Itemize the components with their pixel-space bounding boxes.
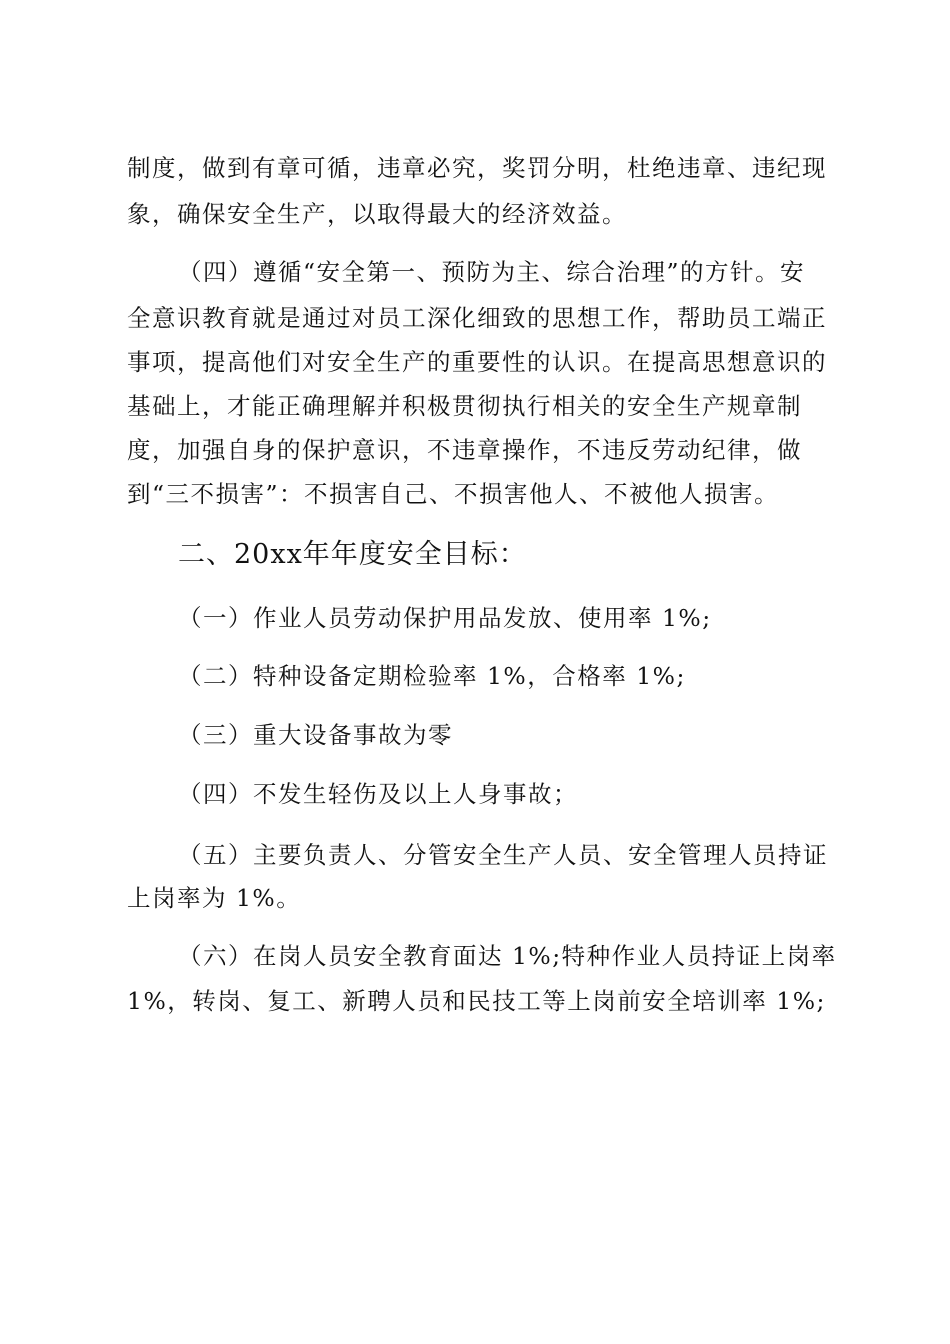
goal-3: （三）重大设备事故为零 [178, 721, 453, 749]
goal-5-line-2: 上岗率为 1%。 [127, 884, 302, 912]
paragraph-1-line-1: 制度，做到有章可循，违章必究，奖罚分明，杜绝违章、违纪现 [127, 154, 827, 182]
paragraph-1-line-2: 象，确保安全生产，以取得最大的经济效益。 [127, 200, 627, 228]
paragraph-2-line-1: （四）遵循“安全第一、预防为主、综合治理”的方针。安 [178, 258, 806, 286]
paragraph-2-line-4: 基础上，才能正确理解并积极贯彻执行相关的安全生产规章制 [127, 392, 802, 420]
paragraph-2-line-5: 度，加强自身的保护意识，不违章操作，不违反劳动纪律，做 [127, 436, 802, 464]
goal-2: （二）特种设备定期检验率 1%，合格率 1%; [178, 662, 686, 690]
paragraph-2-line-6: 到“三不损害”：不损害自己、不损害他人、不被他人损害。 [127, 480, 780, 508]
goal-6-line-1: （六）在岗人员安全教育面达 1%;特种作业人员持证上岗率 [178, 942, 837, 970]
paragraph-2-line-2: 全意识教育就是通过对员工深化细致的思想工作，帮助员工端正 [127, 304, 827, 332]
goal-1: （一）作业人员劳动保护用品发放、使用率 1%; [178, 604, 712, 632]
paragraph-2-line-3: 事项，提高他们对安全生产的重要性的认识。在提高思想意识的 [127, 348, 827, 376]
goal-6-line-2: 1%，转岗、复工、新聘人员和民技工等上岗前安全培训率 1%; [127, 987, 826, 1015]
goal-5-line-1: （五）主要负责人、分管安全生产人员、安全管理人员持证 [178, 841, 828, 869]
goal-4: （四）不发生轻伤及以上人身事故； [178, 780, 578, 808]
section-heading: 二、20xx年年度安全目标： [178, 539, 527, 570]
